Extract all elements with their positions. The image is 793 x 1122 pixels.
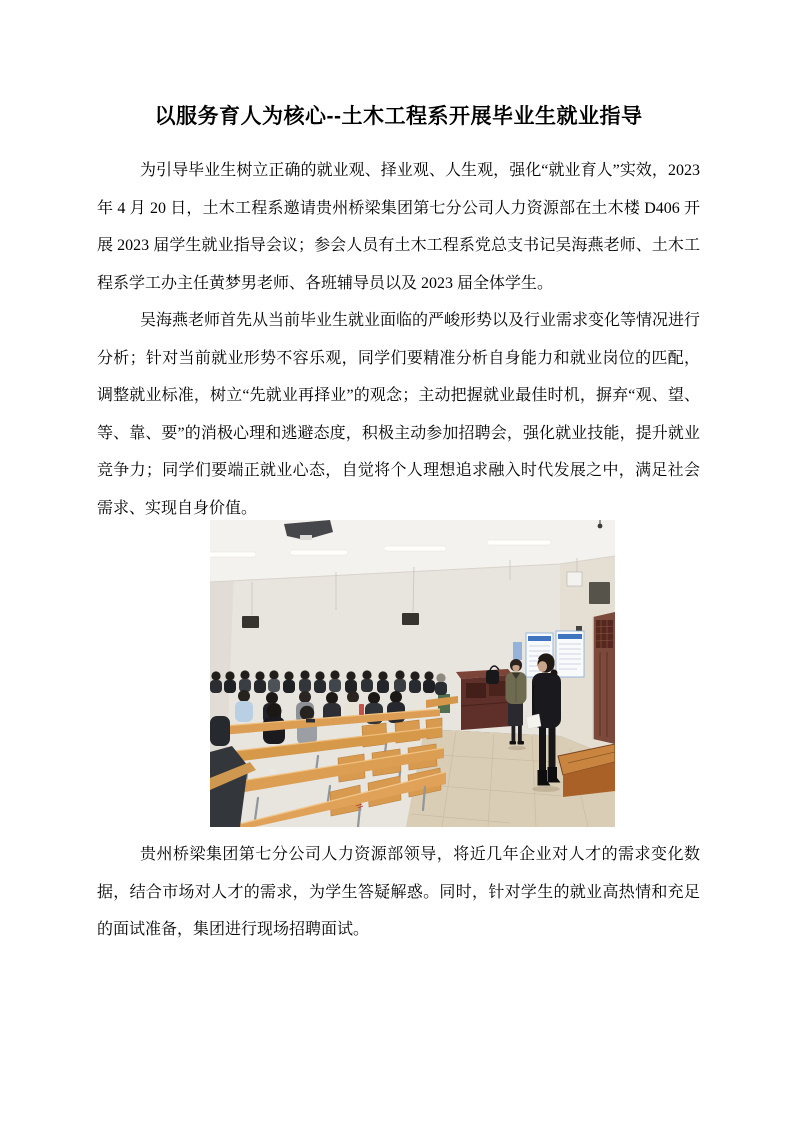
speaker-right (402, 613, 419, 625)
paper-in-hand (526, 714, 541, 729)
door (593, 612, 615, 744)
paragraph-1: 为引导毕业生树立正确的就业观、择业观、人生观，强化“就业育人”实效，2023 年 4 月 20 日，土木工程系邀请贵州桥梁集团第七分公司人力资源部在土木楼 D406 开展 2023 届学生就业指导会议；参会人员有土木工程系党总支书记吴海燕老师、土木工程系学工办主任黄梦男老师、各班辅导员以及 2023 届全体学生。 (97, 162, 700, 292)
speaker-left (242, 616, 259, 628)
water-bottle (359, 704, 364, 715)
paragraph-2: 吴海燕老师首先从当前毕业生就业面临的严峻形势以及行业需求变化等情况进行分析；针对当前就业形势不容乐观，同学们要精准分析自身能力和就业岗位的匹配，调整就业标准，树立“先就业再择业”的观念；主动把握就业最佳时机，摒弃“观、望、等、靠、要”的消极心理和逃避态度，积极主动参加招聘会，强化就业技能，提升就业竞争力；同学们要端正就业心态，自觉将个人理想追求融入时代发展之中，满足社会需求、实现自身价值。 (97, 312, 701, 517)
wall-camera (576, 626, 582, 631)
wall-panel (589, 582, 610, 604)
document-title: 以服务育人为核心--土木工程系开展毕业生就业指导 (154, 105, 643, 128)
classroom-photo-illustration (210, 520, 615, 827)
electrical-box (567, 572, 582, 586)
phone-on-desk (306, 719, 315, 723)
classroom-photo (210, 520, 615, 827)
paragraph-3: 贵州桥梁集团第七分公司人力资源部领导，将近几年企业对人才的需求变化数据，结合市场对人才的需求，为学生答疑解惑。同时，针对学生的就业高热情和充足的面试准备，集团进行现场招聘面试。 (97, 846, 700, 938)
backpack (210, 716, 230, 746)
